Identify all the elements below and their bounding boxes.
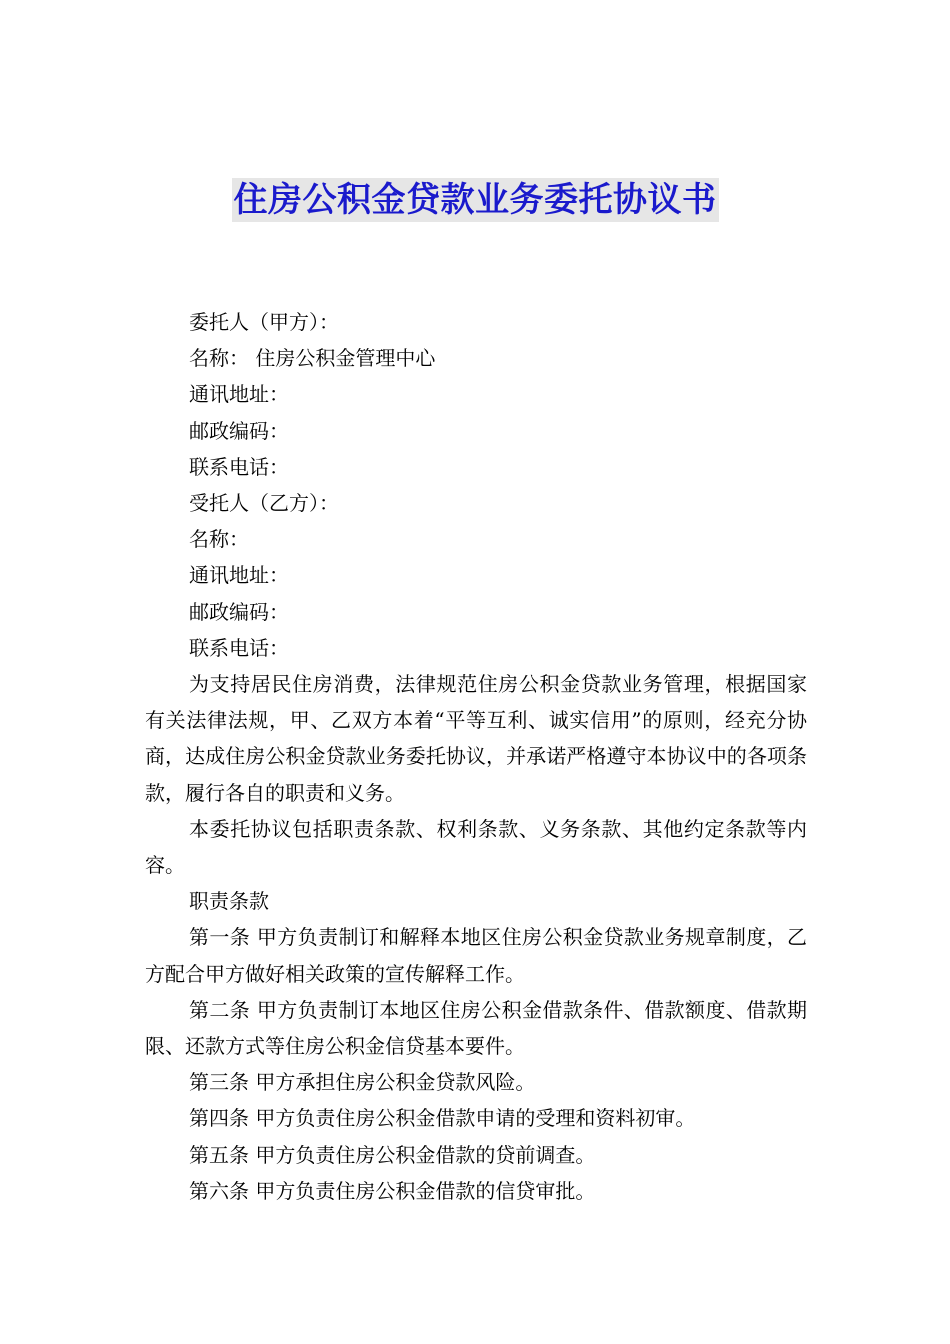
intro-paragraph: 为支持居民住房消费，法律规范住房公积金贷款业务管理，根据国家有关法律法规，甲、乙双方本着“平等互利、诚实信用”的原则，经充分协商，达成住房公积金贷款业务委托协议，并承诺严格遵守本协议中的各项条款，履行各自的职责和义务。 (145, 672, 807, 805)
title-container (0, 178, 950, 222)
document-body (145, 304, 807, 1209)
article-4: 第四条 甲方负责住房公积金借款申请的受理和资料初审。 (189, 1106, 696, 1131)
scope-paragraph: 本委托协议包括职责条款、权利条款、义务条款、其他约定条款等内容。 (145, 816, 807, 878)
article-3: 第三条 甲方承担住房公积金贷款风险。 (189, 1070, 536, 1095)
article-5: 第五条 甲方负责住房公积金借款的贷前调查。 (189, 1142, 596, 1167)
party-b-postcode: 邮政编码： (189, 599, 289, 624)
party-a-postcode: 邮政编码： (189, 418, 289, 443)
party-b-address: 通讯地址： (189, 563, 289, 588)
party-a-heading: 委托人（甲方）： (189, 310, 339, 334)
party-b-name: 名称： (189, 527, 249, 552)
party-a-name: 名称： 住房公积金管理中心 (189, 346, 436, 371)
document-title: 住房公积金贷款业务委托协议书 (233, 180, 717, 220)
article-2: 第二条 甲方负责制订本地区住房公积金借款条件、借款额度、借款期限、还款方式等住房公积金信贷基本要件。 (145, 997, 807, 1059)
article-6: 第六条 甲方负责住房公积金借款的信贷审批。 (189, 1178, 596, 1203)
section-heading: 职责条款 (189, 889, 269, 914)
party-a-address: 通讯地址： (189, 382, 289, 407)
party-b-heading: 受托人（乙方）： (189, 491, 339, 516)
article-1: 第一条 甲方负责制订和解释本地区住房公积金贷款业务规章制度，乙方配合甲方做好相关政策的宣传解释工作。 (145, 925, 807, 986)
party-a-phone: 联系电话： (189, 454, 289, 479)
party-b-phone: 联系电话： (189, 635, 289, 660)
